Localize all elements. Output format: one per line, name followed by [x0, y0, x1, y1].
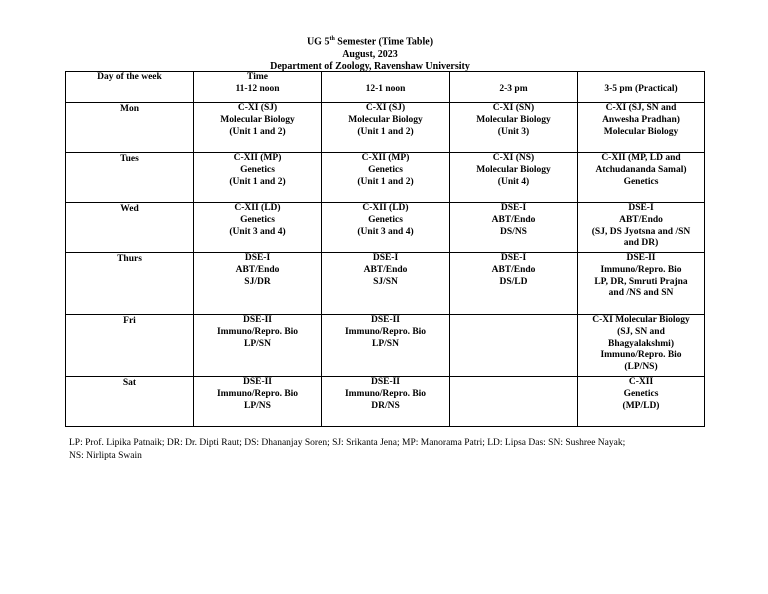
table-row	[66, 315, 705, 377]
class-cell-line: ABT/Endo	[491, 214, 536, 225]
class-cell-line: C-XII (MP)	[233, 153, 282, 163]
class-cell-line: Immuno/Repro. Bio	[344, 388, 427, 399]
class-cell-line: Atchudananda Samal)	[595, 164, 687, 175]
class-cell-line: DSE-I	[372, 253, 399, 263]
class-cell-line: (Unit 1 and 2)	[229, 176, 286, 187]
class-cell-line: (Unit 1 and 2)	[357, 126, 414, 137]
class-cell-line: DSE-II	[242, 377, 273, 387]
timetable-title	[240, 33, 500, 49]
table-row	[66, 153, 705, 203]
class-cell	[194, 253, 322, 315]
header-slot-4	[578, 72, 705, 103]
class-cell-line: LP/SN	[244, 338, 271, 349]
day-cell: Fri	[66, 315, 194, 377]
department-name: Department of Zoology, Ravenshaw University	[270, 61, 470, 73]
class-cell	[450, 203, 578, 253]
class-cell-line: C-XII (LD)	[362, 203, 409, 213]
class-cell-line: C-XI (SJ)	[237, 103, 278, 113]
class-cell-line: DSE-I	[500, 203, 527, 213]
class-cell-line: (LP/NS)	[624, 362, 658, 373]
class-cell-line: C-XII (MP, LD and	[601, 153, 681, 163]
class-cell-line: (Unit 1 and 2)	[229, 126, 286, 137]
class-cell-line: Molecular Biology	[603, 126, 679, 137]
class-cell	[322, 153, 450, 203]
class-cell-line: Immuno/Repro. Bio	[344, 326, 427, 337]
header-slot-2	[322, 72, 450, 103]
class-cell-line: C-XI (SJ)	[365, 103, 406, 113]
class-cell-line: and /NS and SN	[608, 288, 674, 299]
class-cell-line: ABT/Endo	[619, 214, 663, 225]
class-cell	[578, 315, 705, 377]
class-cell	[194, 377, 322, 427]
class-cell-line: Genetics	[240, 164, 275, 175]
class-cell	[450, 153, 578, 203]
class-cell-line: DSE-I	[244, 253, 271, 263]
class-cell	[194, 203, 322, 253]
class-cell-line: (SJ, DS Jyotsna and /SN	[591, 226, 691, 237]
title-superscript: th	[329, 36, 335, 42]
class-cell-line: Anwesha Pradhan)	[602, 114, 680, 125]
header-day: Day of the week	[66, 72, 194, 103]
class-cell-line: LP, DR, Smruti Prajna	[594, 276, 688, 287]
class-cell	[578, 153, 705, 203]
day-cell: Wed	[66, 203, 194, 253]
class-cell-line: ABT/Endo	[363, 264, 408, 275]
class-cell-line: DS/LD	[499, 276, 528, 287]
header-row	[66, 72, 705, 103]
faculty-legend	[69, 437, 719, 462]
day-cell: Sat	[66, 377, 194, 427]
timetable	[65, 71, 705, 427]
class-cell	[322, 377, 450, 427]
table-row	[66, 377, 705, 427]
class-cell-line: (Unit 1 and 2)	[357, 176, 414, 187]
class-cell-line: C-XII (LD)	[234, 203, 281, 213]
day-cell: Thurs	[66, 253, 194, 315]
class-cell-line: C-XI (SJ, SN and	[605, 103, 677, 113]
class-cell-line: Molecular Biology	[476, 164, 551, 175]
class-cell	[578, 203, 705, 253]
class-cell-line: DSE-II	[370, 315, 401, 325]
table-row	[66, 253, 705, 315]
class-cell-line: Genetics	[368, 214, 403, 225]
class-cell-line: LP/NS	[244, 400, 271, 411]
class-cell-line: C-XI Molecular Biology	[592, 315, 690, 325]
class-cell-line: DR/NS	[371, 400, 400, 411]
class-cell-line: Immuno/Repro. Bio	[600, 264, 682, 275]
class-cell-line: (Unit 4)	[497, 176, 530, 187]
legend-line-2: NS: Nirlipta Swain	[69, 450, 142, 461]
title-prefix: UG 5	[306, 36, 330, 48]
class-cell	[322, 253, 450, 315]
class-cell-line: DSE-II	[242, 315, 273, 325]
day-cell: Mon	[66, 103, 194, 153]
class-cell-line: Molecular Biology	[476, 114, 551, 125]
class-cell-line: SJ/DR	[244, 276, 271, 287]
class-cell-line: SJ/SN	[373, 276, 398, 287]
class-cell-line: Bhagyalakshmi)	[608, 338, 674, 349]
table-row	[66, 103, 705, 153]
class-cell-line: DSE-II	[370, 377, 401, 387]
class-cell-line: Immuno/Repro. Bio	[216, 388, 299, 399]
class-cell-line: Genetics	[623, 388, 659, 399]
class-cell-line: Molecular Biology	[348, 114, 423, 125]
class-cell-line: Immuno/Repro. Bio	[216, 326, 299, 337]
header-slot-3	[450, 72, 578, 103]
class-cell	[450, 253, 578, 315]
class-cell-line: DS/NS	[500, 226, 527, 237]
class-cell-line: LP/SN	[372, 338, 399, 349]
class-cell-line: Genetics	[623, 176, 659, 187]
class-cell-line: DSE-I	[628, 203, 654, 213]
class-cell-line: and DR)	[623, 238, 659, 249]
class-cell	[450, 315, 578, 377]
class-cell-line: (Unit 3 and 4)	[357, 226, 414, 237]
class-cell-line: C-XI (SN)	[492, 103, 535, 113]
title-suffix: Semester (Time Table)	[334, 36, 434, 48]
class-cell	[194, 103, 322, 153]
header-slot-1	[194, 72, 322, 103]
class-cell	[194, 153, 322, 203]
class-cell	[450, 377, 578, 427]
table-row	[66, 203, 705, 253]
class-cell-line: ABT/Endo	[491, 264, 536, 275]
timetable-date: August, 2023	[342, 48, 398, 60]
document-heading	[240, 33, 500, 74]
class-cell	[578, 377, 705, 427]
header-slot-3-text: 2-3 pm	[499, 83, 528, 94]
header-slot-1-line-1: Time	[247, 72, 268, 82]
class-cell	[322, 203, 450, 253]
class-cell-line: Genetics	[368, 164, 403, 175]
header-slot-2-text: 12-1 noon	[365, 83, 406, 94]
class-cell-line: (Unit 3 and 4)	[229, 226, 286, 237]
legend-line-1: LP: Prof. Lipika Patnaik; DR: Dr. Dipti Raut; DS: Dhananjay Soren; SJ: Srikanta Jena; MP: Manorama Patri; LD: Lipsa Das: SN: Sushree Nayak;	[69, 438, 626, 448]
class-cell-line: Molecular Biology	[220, 114, 295, 125]
class-cell	[322, 315, 450, 377]
class-cell-line: (MP/LD)	[622, 400, 660, 411]
class-cell-line: C-XII	[628, 377, 654, 387]
class-cell	[450, 103, 578, 153]
class-cell	[578, 103, 705, 153]
class-cell-line: Genetics	[240, 214, 275, 225]
day-cell: Tues	[66, 153, 194, 203]
header-slot-1-line-2: 11-12 noon	[235, 83, 280, 94]
class-cell-line: C-XII (MP)	[361, 153, 410, 163]
class-cell	[194, 315, 322, 377]
class-cell-line: C-XI (NS)	[492, 153, 535, 163]
class-cell-line: DSE-II	[626, 253, 656, 263]
class-cell-line: (SJ, SN and	[617, 326, 665, 337]
class-cell-line: (Unit 3)	[497, 126, 530, 137]
header-slot-4-text: 3-5 pm (Practical)	[604, 83, 678, 94]
class-cell	[578, 253, 705, 315]
class-cell	[322, 103, 450, 153]
class-cell-line: ABT/Endo	[235, 264, 280, 275]
class-cell-line: Immuno/Repro. Bio	[600, 350, 682, 361]
class-cell-line: DSE-I	[500, 253, 527, 263]
